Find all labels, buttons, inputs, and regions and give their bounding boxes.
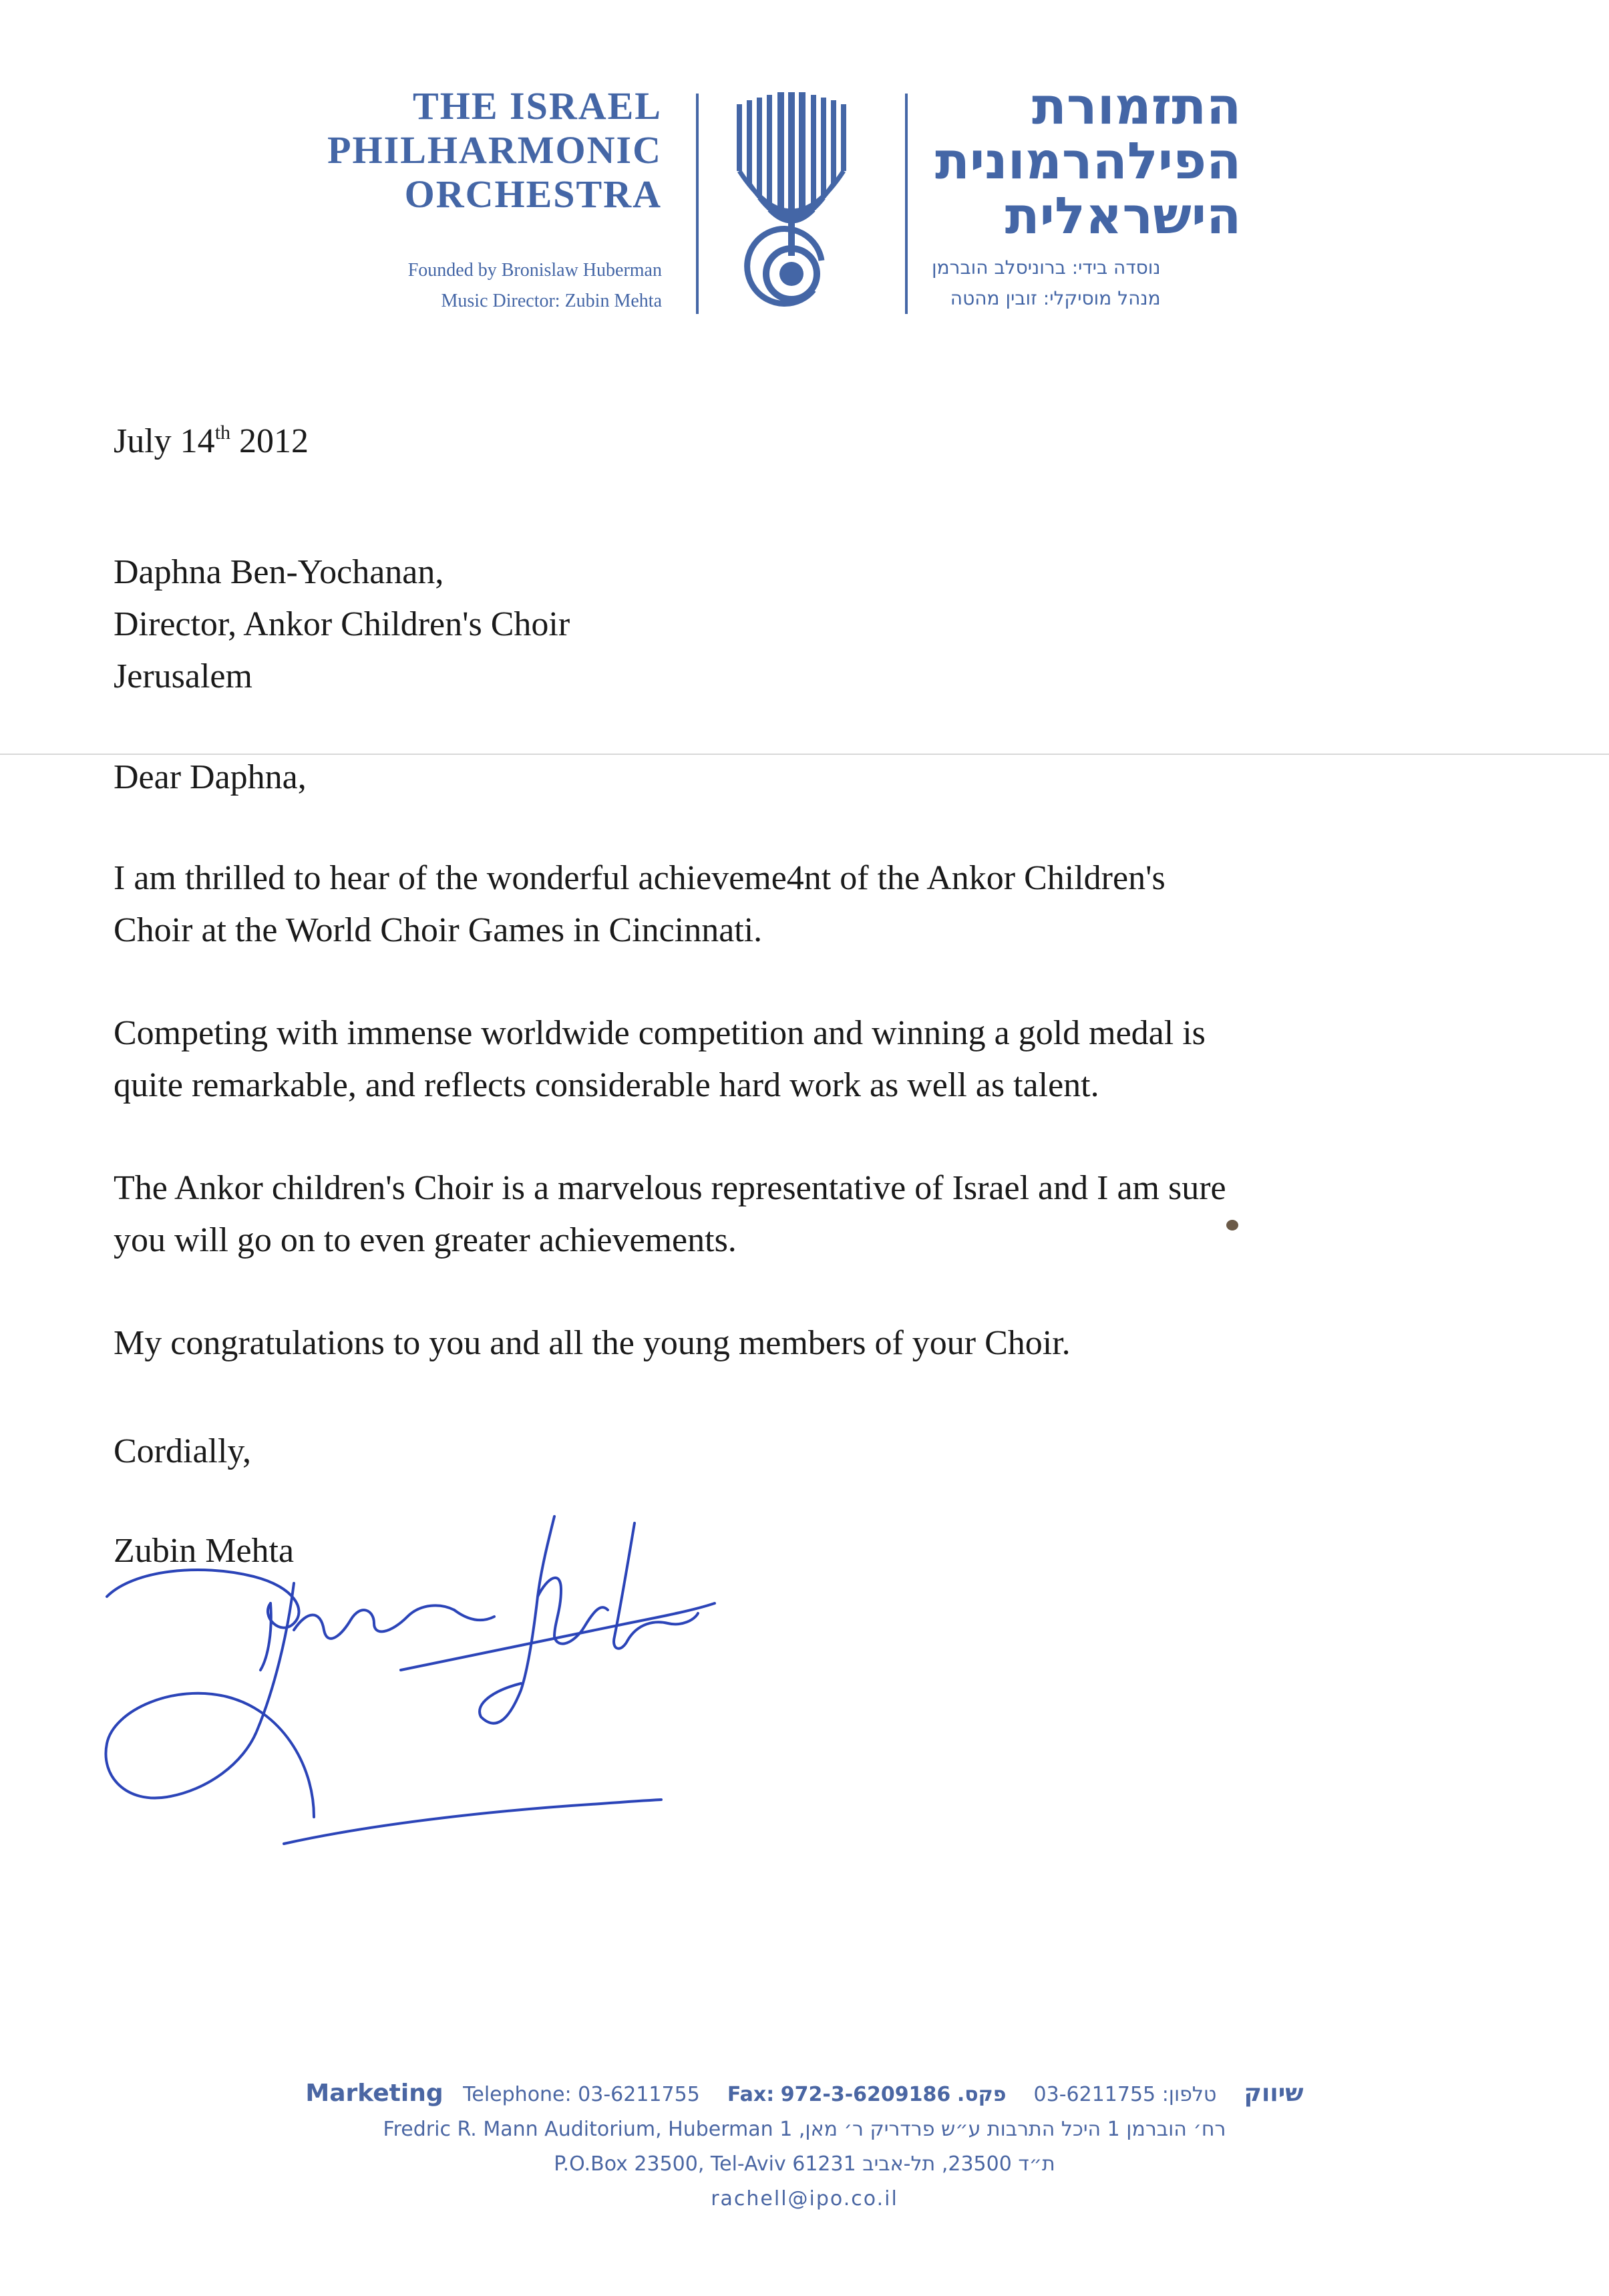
orchestra-name-line: התזמורת (1032, 76, 1242, 136)
phone-label-hebrew: טלפון: (1161, 2083, 1217, 2106)
footer-email[interactable]: rachell@ipo.co.il (711, 2187, 898, 2210)
orchestra-name-line: הפילהרמונית (935, 131, 1242, 190)
orchestra-name-line: הישראלית (1005, 186, 1242, 245)
fax-label-hebrew: פקס. (956, 2083, 1007, 2106)
paper-speck (1226, 1220, 1238, 1231)
footer-address-line (0, 2112, 1609, 2147)
address-english: Fredric R. Mann Auditorium, Huberman 1 (383, 2118, 793, 2141)
paragraph-line: quite remarkable, and reflects considerable hard work as well as talent. (114, 1066, 1099, 1104)
paragraph-line: The Ankor children's Choir is a marvelous representative of Israel and I am sure (114, 1169, 1226, 1207)
handwritten-signature-icon (94, 1503, 735, 1877)
paragraph-line: I am thrilled to hear of the wonderful achieveme4nt of the Ankor Children's (114, 859, 1166, 897)
founded-by-hebrew: נוסדה בידי: ברוניסלב הוברמן (932, 257, 1161, 279)
founded-by-english: Founded by Bronislaw Huberman (407, 260, 662, 281)
closing: Cordially, (114, 1432, 252, 1470)
letterhead-divider-right (905, 94, 908, 314)
paragraph-line: My congratulations to you and all the young members of your Choir. (114, 1324, 1071, 1362)
pobox-english: P.O.Box 23500, Tel-Aviv 61231 (554, 2152, 856, 2176)
letterhead-divider-left (696, 94, 699, 314)
paragraph-line: Competing with immense worldwide competition and winning a gold medal is (114, 1014, 1206, 1052)
recipient-line: Director, Ankor Children's Choir (114, 605, 570, 643)
date-year: 2012 (239, 422, 309, 460)
phone-number-hebrew-side: 03-6211755 (1033, 2083, 1156, 2106)
paragraph-3 (114, 1162, 1226, 1267)
address-hebrew: רח׳ הוברמן 1 היכל התרבות ע״ש פרדריק ר׳ מאן, (798, 2118, 1226, 2141)
signer-name: Zubin Mehta (114, 1532, 295, 1570)
fax-number: 972-3-6209186 (780, 2083, 951, 2106)
footer-pobox-line (0, 2147, 1609, 2182)
letterhead-subtitle-english (408, 255, 662, 317)
pobox-hebrew: ת״ד 23500, תל-אביב (862, 2152, 1055, 2176)
paragraph-line: you will go on to even greater achievements. (114, 1221, 737, 1259)
orchestra-name-english (327, 84, 662, 216)
orchestra-name-line: PHILHARMONIC (327, 128, 662, 172)
recipient-line: Daphna Ben-Yochanan, (114, 553, 444, 591)
paragraph-1 (114, 852, 1166, 957)
letter-date (114, 416, 309, 468)
paragraph-line: Choir at the World Choir Games in Cincinnati. (114, 911, 763, 949)
recipient-line: Jerusalem (114, 657, 252, 695)
paragraph-2 (114, 1007, 1206, 1112)
paragraph-4 (114, 1317, 1071, 1369)
marketing-label: Marketing (305, 2080, 443, 2107)
music-director-hebrew: מנהל מוסיקלי: זובין מהטה (950, 287, 1161, 309)
date-month-day: July 14 (114, 422, 215, 460)
letterhead-subtitle-hebrew (932, 253, 1161, 314)
salutation: Dear Daphna, (114, 758, 307, 796)
orchestra-name-line: ORCHESTRA (404, 172, 662, 216)
phone-label: Telephone: (463, 2083, 572, 2106)
recipient-block (114, 546, 570, 703)
fax-label: Fax: (727, 2083, 775, 2106)
menorah-emblem-icon (728, 92, 855, 319)
letter-footer (0, 2076, 1609, 2217)
date-suffix: th (214, 422, 231, 444)
phone-number: 03-6211755 (578, 2083, 700, 2106)
music-director-english: Music Director: Zubin Mehta (441, 291, 662, 311)
orchestra-name-line: THE ISRAEL (413, 84, 662, 128)
orchestra-name-hebrew (935, 76, 1242, 245)
footer-contact-line (0, 2076, 1609, 2112)
marketing-label-hebrew: שיווק (1244, 2080, 1304, 2107)
